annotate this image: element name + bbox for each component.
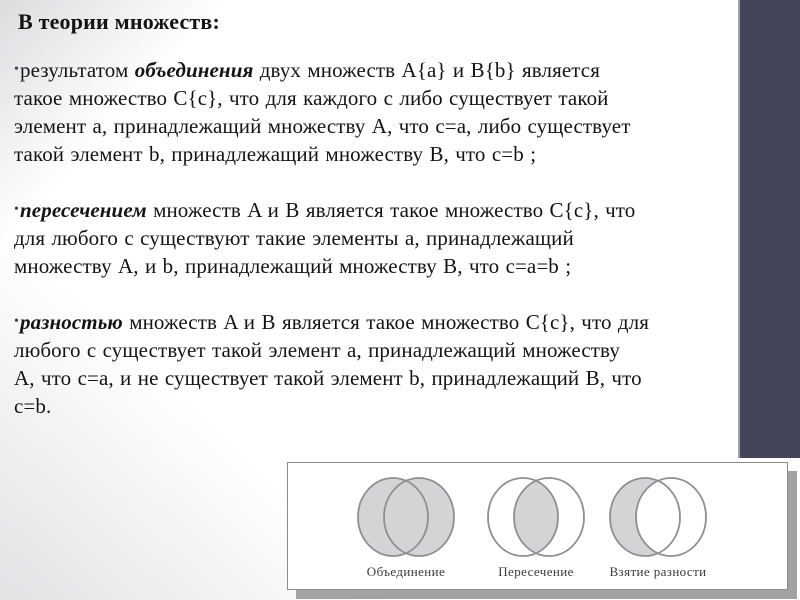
page-title: В теории множеств:: [18, 9, 221, 34]
bullet-text-line: для любого c существуют такие элементы a, принадлежащий: [14, 226, 574, 250]
bullet-item-union: [8, 56, 740, 168]
bullet-marker: •: [14, 62, 20, 77]
venn-label-intersection: Пересечение: [498, 564, 574, 579]
bullet-term: разностью: [20, 310, 123, 334]
bullet-term: объединения: [134, 58, 254, 82]
bullet-marker: •: [14, 314, 20, 329]
bullet-text: результатом: [20, 58, 135, 82]
venn-label-difference: Взятие разности: [609, 564, 707, 579]
bullet-text-line: любого c существует такой элемент a, принадлежащий множеству: [14, 338, 620, 362]
venn-union-figure: [336, 475, 476, 580]
venn-difference-icon: [606, 475, 710, 561]
venn-intersection-figure: [466, 475, 606, 580]
venn-diagram-panel: [287, 462, 788, 590]
bullet-text: множеств A и B является такое множество C{c}, что для: [122, 310, 650, 334]
bullet-text-line: такой элемент b, принадлежащий множеству B, что c=b ;: [14, 142, 537, 166]
bullet-text: множеств A и B является такое множество C{c}, что: [146, 198, 636, 222]
bullet-item-difference: [8, 308, 740, 420]
venn-intersection-icon: [484, 475, 588, 561]
right-accent-bar: [738, 0, 800, 458]
venn-union-icon: [354, 475, 458, 561]
bullet-marker: •: [14, 202, 20, 217]
bullet-text-line: A, что c=a, и не существует такой элемент b, принадлежащий B, что: [14, 366, 642, 390]
text-block: [8, 8, 740, 420]
bullet-item-intersection: [8, 196, 740, 280]
bullet-text-line: такое множество C{c}, что для каждого c либо существует такой: [14, 86, 609, 110]
venn-difference-figure: [588, 475, 728, 580]
bullet-text-line: множеству A, и b, принадлежащий множеству B, что c=a=b ;: [14, 254, 572, 278]
bullet-term: пересечением: [20, 198, 147, 222]
bullet-text: двух множеств A{a} и B{b} является: [253, 58, 600, 82]
bullet-text-line: c=b.: [14, 394, 52, 418]
bullet-text-line: элемент a, принадлежащий множеству A, что c=a, либо существует: [14, 114, 631, 138]
venn-label-union: Объединение: [366, 564, 446, 579]
